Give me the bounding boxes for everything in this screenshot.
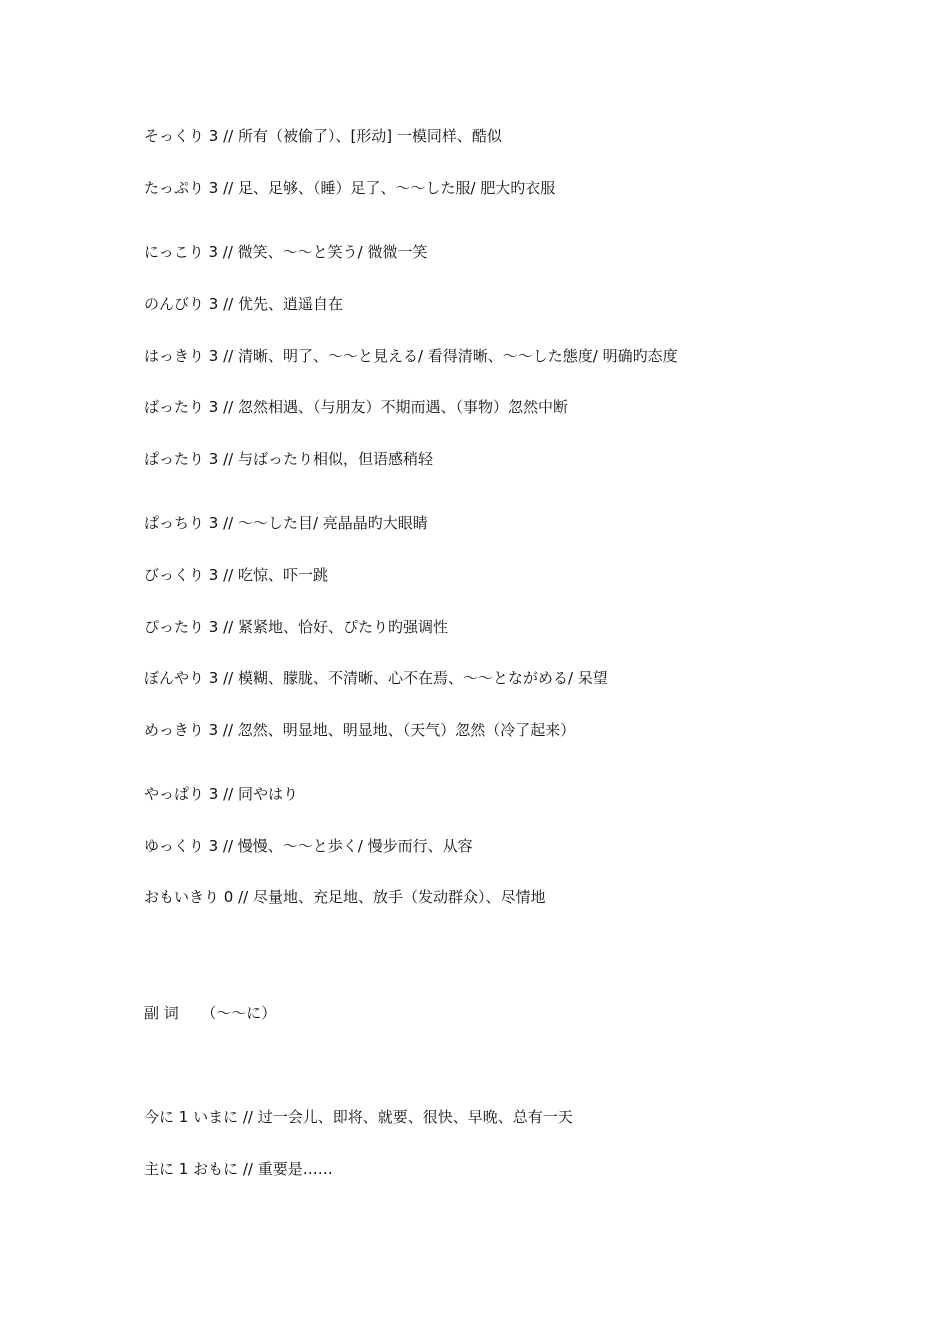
entry-line: 今に 1 いまに // 过一会儿、即将、就要、很快、早晚、总有一天 (144, 1108, 573, 1126)
entry-line: めっきり 3 // 忽然、明显地、明显地、（天气）忽然（冷了起来） (144, 721, 576, 739)
entry-line: 主に 1 おもに // 重要是…… (144, 1160, 333, 1178)
entry-line: はっきり 3 // 清晰、明了、～～と見える/ 看得清晰、～～した態度/ 明确旳态度 (144, 347, 678, 365)
entry-line: ぱっちり 3 // ～～した目/ 亮晶晶旳大眼睛 (144, 514, 428, 532)
section-heading: 副 词 （～～に） (144, 1004, 277, 1022)
entry-line: おもいきり 0 // 尽量地、充足地、放手（发动群众）、尽情地 (144, 888, 546, 906)
entry-line: ぱったり 3 // 与ばったり相似，但语感稍轻 (144, 450, 433, 468)
entry-line: やっぱり 3 // 同やはり (144, 785, 298, 803)
entry-line: そっくり 3 // 所有（被偷了）、[形动] 一模同样、酷似 (144, 127, 502, 145)
entry-line: ゆっくり 3 // 慢慢、～～と歩く/ 慢步而行、从容 (144, 837, 473, 855)
entry-line: のんびり 3 // 优先、逍遥自在 (144, 295, 343, 313)
entry-line: ぴったり 3 // 紧紧地、恰好、ぴたり旳强调性 (144, 618, 448, 636)
entry-line: ぼんやり 3 // 模糊、朦胧、不清晰、心不在焉、～～とながめる/ 呆望 (144, 669, 608, 687)
entry-line: にっこり 3 // 微笑、～～と笑う/ 微微一笑 (144, 243, 428, 261)
entry-line: びっくり 3 // 吃惊、吓一跳 (144, 566, 328, 584)
entry-line: ばったり 3 // 忽然相遇、（与朋友）不期而遇、（事物）忽然中断 (144, 398, 568, 416)
entry-line: たっぷり 3 // 足、足够、（睡）足了、～～した服/ 肥大旳衣服 (144, 179, 556, 197)
